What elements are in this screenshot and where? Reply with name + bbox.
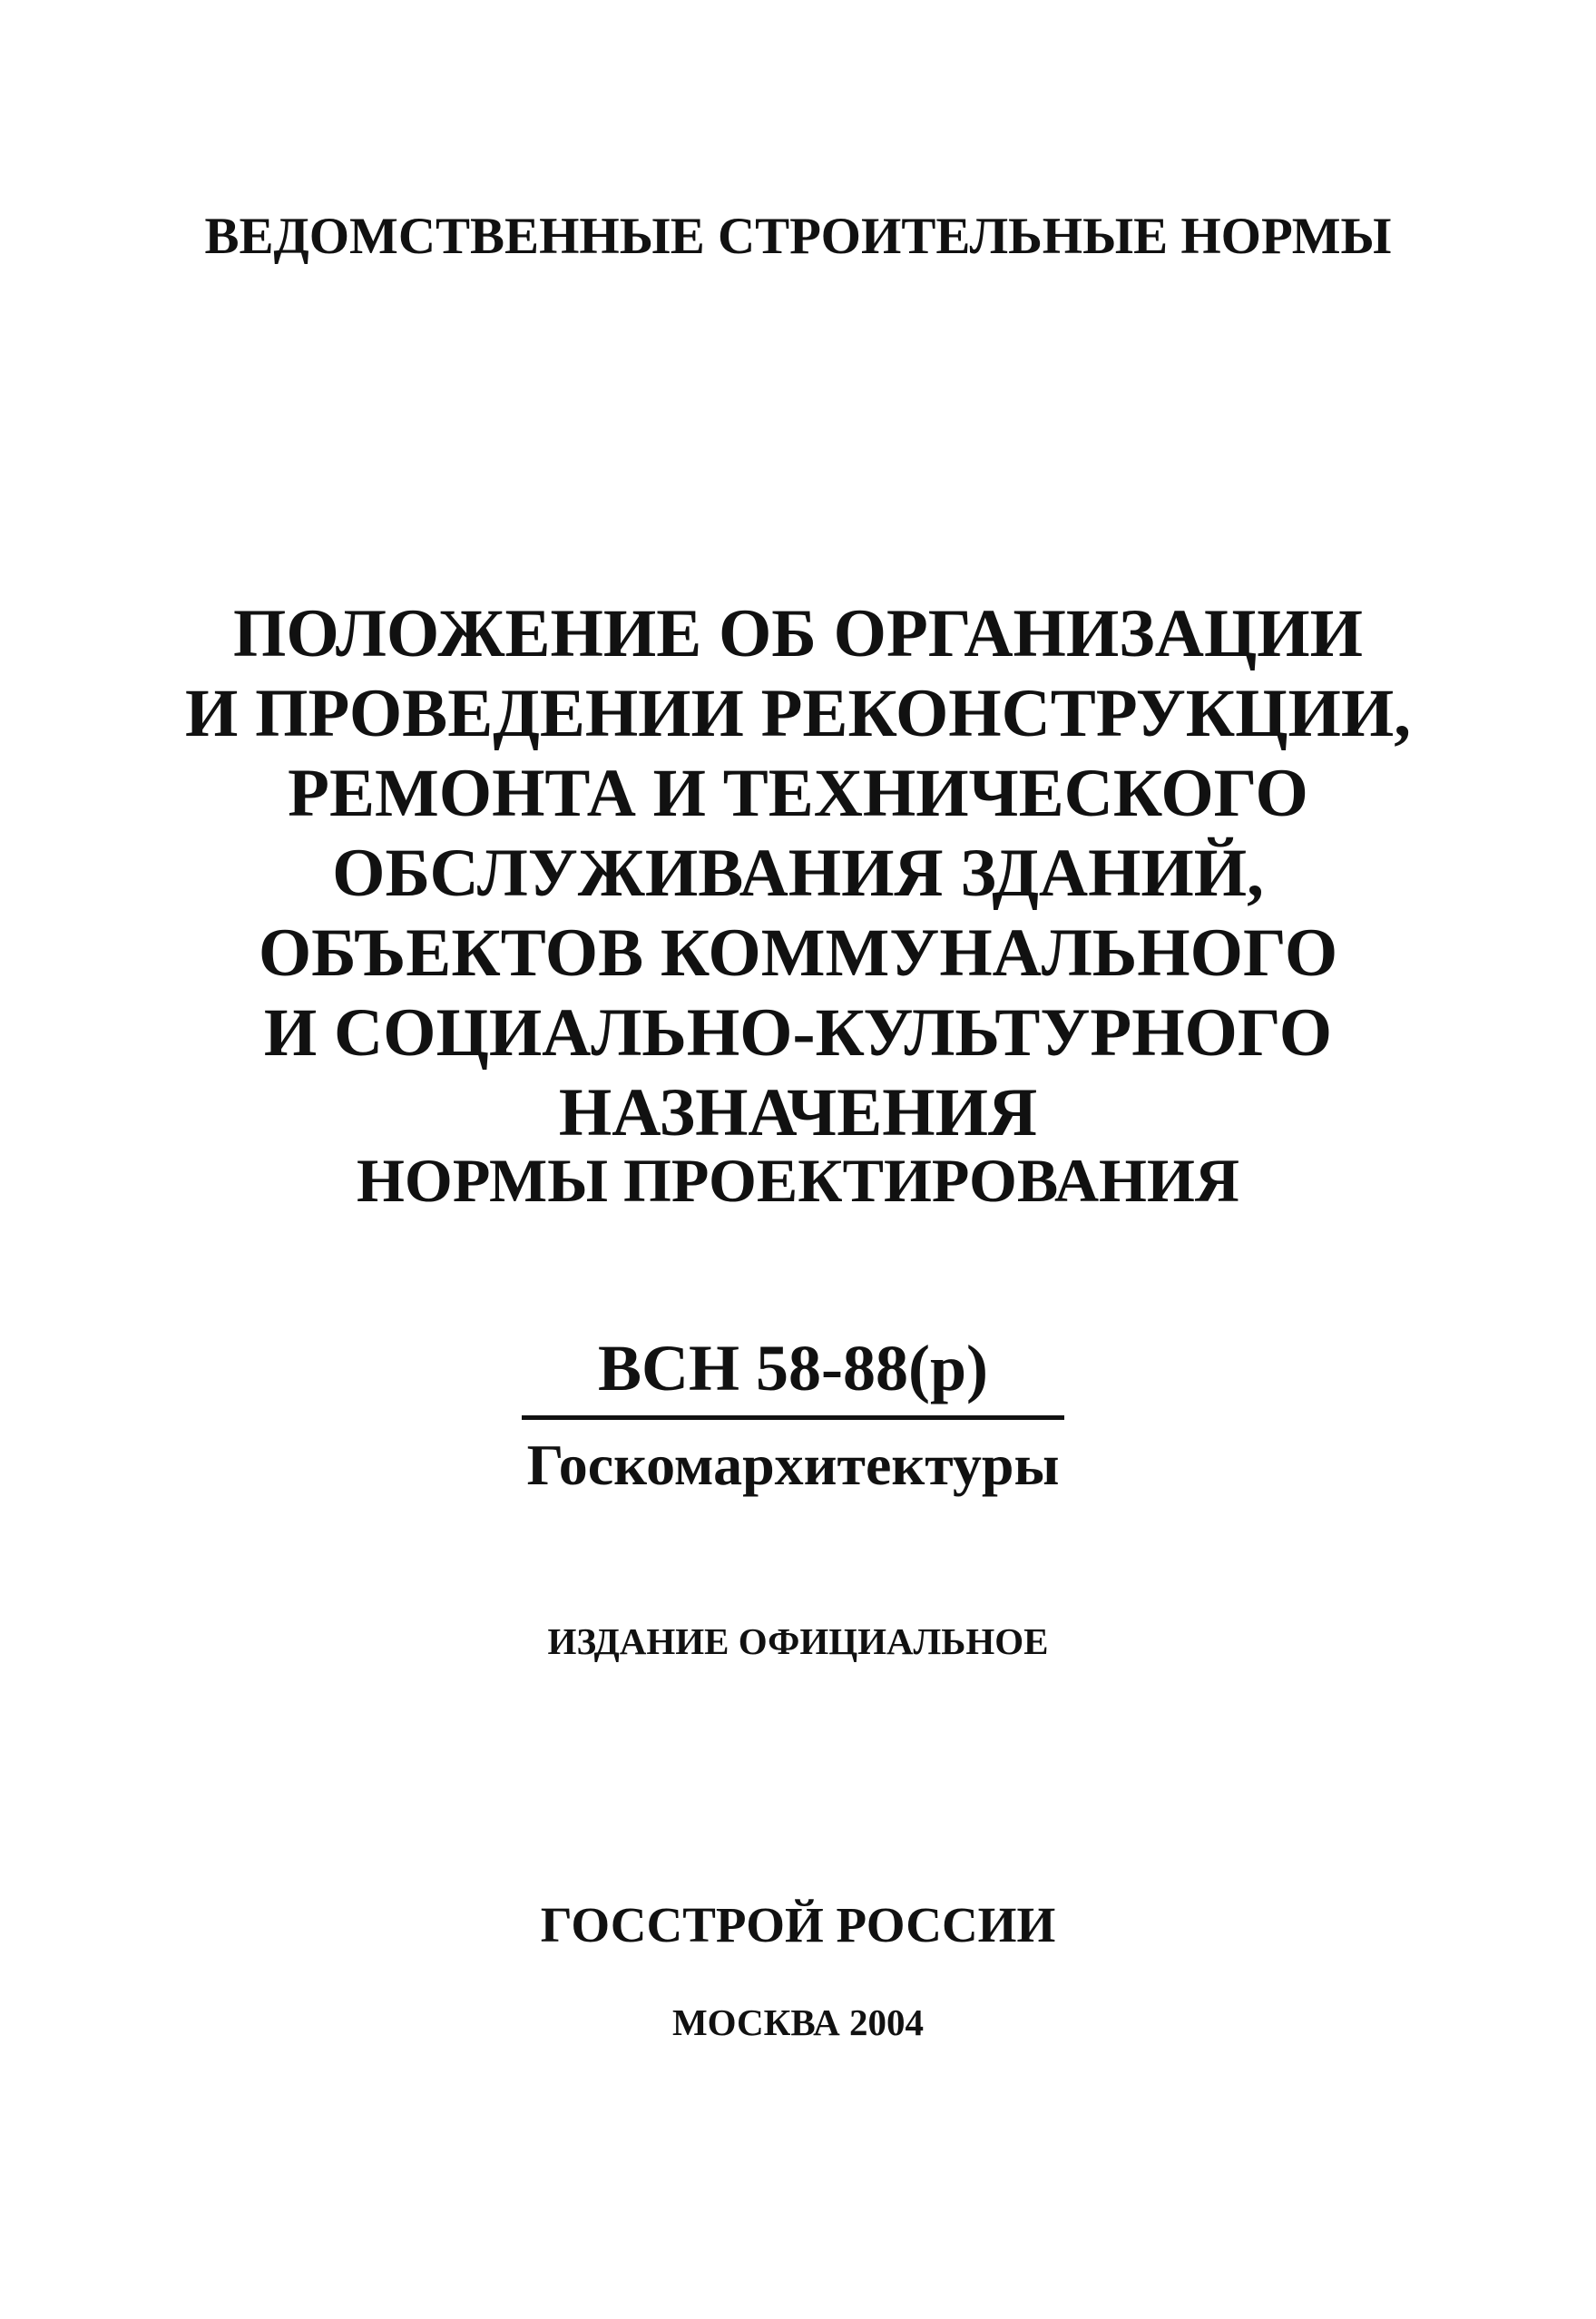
issuing-agency: Госкомархитектуры [526,1433,1060,1497]
title-line: И СОЦИАЛЬНО-КУЛЬТУРНОГО [263,995,1333,1071]
document-subtitle: НОРМЫ ПРОЕКТИРОВАНИЯ [357,1146,1239,1215]
document-title [0,594,1596,1153]
title-line: И ПРОВЕДЕНИИ РЕКОНСТРУКЦИИ, [185,676,1411,751]
edition-label: ИЗДАНИЕ ОФИЦИАЛЬНОЕ [547,1620,1049,1662]
publisher: ГОССТРОЙ РОССИИ [540,1897,1056,1952]
document-code: ВСН 58-88(р) [598,1332,988,1404]
title-line: ПОЛОЖЕНИЕ ОБ ОРГАНИЗАЦИИ [233,596,1363,671]
title-line: ОБЪЕКТОВ КОММУНАЛЬНОГО [258,915,1338,991]
series-heading: ВЕДОМСТВЕННЫЕ СТРОИТЕЛЬНЫЕ НОРМЫ [204,208,1392,265]
title-line: НАЗНАЧЕНИЯ [558,1075,1038,1150]
document-code-block [522,1332,1064,1498]
title-line: ОБСЛУЖИВАНИЯ ЗДАНИЙ, [332,836,1264,911]
title-line: РЕМОНТА И ТЕХНИЧЕСКОГО [288,756,1308,831]
divider-rule [522,1415,1064,1420]
city-year: МОСКВА 2004 [671,2001,925,2043]
